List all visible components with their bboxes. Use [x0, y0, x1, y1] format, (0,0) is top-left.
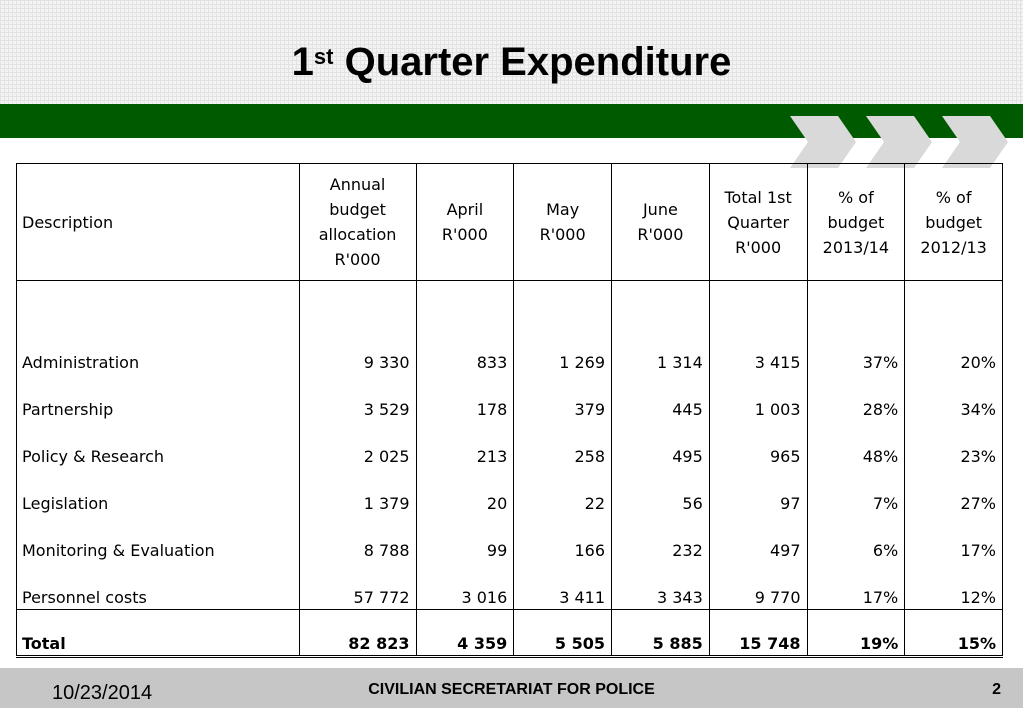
- row-value: 3 415: [709, 327, 807, 374]
- row-value: 56: [612, 468, 710, 515]
- header-pct_1314: [807, 164, 905, 281]
- header-line: June: [642, 200, 678, 219]
- header-line: April: [446, 200, 484, 219]
- row-value: 82 823: [299, 610, 416, 657]
- header-line: R'000: [637, 225, 684, 244]
- row-value: 497: [709, 515, 807, 562]
- table-row: [17, 515, 1003, 562]
- row-value: 17%: [807, 562, 905, 610]
- chevron-icon-3: [942, 116, 1008, 168]
- row-value: 8 788: [299, 515, 416, 562]
- slide-title: [0, 40, 1023, 85]
- row-value: 166: [514, 515, 612, 562]
- page-number: 2: [992, 681, 1001, 698]
- expenditure-table: [16, 163, 1003, 658]
- header-may: [514, 164, 612, 281]
- title-ordinal-suffix: st: [313, 44, 334, 69]
- row-value: 22: [514, 468, 612, 515]
- row-value: 27%: [905, 468, 1003, 515]
- header-line: allocation: [318, 225, 397, 244]
- table-row: [17, 327, 1003, 374]
- row-value: 57 772: [299, 562, 416, 610]
- row-value: 12%: [905, 562, 1003, 610]
- header-june: [612, 164, 710, 281]
- row-value: 9 330: [299, 327, 416, 374]
- row-value: 97: [709, 468, 807, 515]
- chevron-icon-2: [866, 116, 932, 168]
- header-line: Description: [22, 212, 114, 232]
- table-row: [17, 562, 1003, 610]
- table-row: [17, 421, 1003, 468]
- table-row: [17, 374, 1003, 421]
- header-line: R'000: [334, 250, 381, 269]
- total-row: [17, 610, 1003, 657]
- header-total_q1: [709, 164, 807, 281]
- header-line: % of: [935, 187, 972, 207]
- title-text: Quarter Expenditure: [344, 40, 732, 84]
- row-description: Partnership: [17, 374, 300, 421]
- row-description: Total: [17, 610, 300, 657]
- row-value: 1 269: [514, 327, 612, 374]
- row-value: 19%: [807, 610, 905, 657]
- chevron-icon-1: [790, 116, 856, 168]
- title-number: 1: [291, 40, 314, 84]
- table-row: [17, 468, 1003, 515]
- row-value: 3 529: [299, 374, 416, 421]
- row-value: 3 343: [612, 562, 710, 610]
- header-annual: [299, 164, 416, 281]
- row-value: 9 770: [709, 562, 807, 610]
- footer-date: 10/23/2014: [52, 682, 153, 704]
- row-value: 1 003: [709, 374, 807, 421]
- row-value: 15%: [905, 610, 1003, 657]
- row-value: 15 748: [709, 610, 807, 657]
- header-line: Total 1st: [724, 187, 792, 207]
- row-value: 379: [514, 374, 612, 421]
- row-value: 37%: [807, 327, 905, 374]
- header-line: Quarter: [727, 212, 790, 232]
- row-value: 28%: [807, 374, 905, 421]
- header-line: R'000: [539, 225, 586, 244]
- row-description: Policy & Research: [17, 421, 300, 468]
- row-value: 495: [612, 421, 710, 468]
- row-value: 4 359: [416, 610, 514, 657]
- header-line: 2013/14: [822, 237, 890, 257]
- row-value: 34%: [905, 374, 1003, 421]
- row-value: 99: [416, 515, 514, 562]
- row-value: 5 505: [514, 610, 612, 657]
- row-value: 17%: [905, 515, 1003, 562]
- header-pct_1213: [905, 164, 1003, 281]
- row-value: 6%: [807, 515, 905, 562]
- footer-organization: CIVILIAN SECRETARIAT FOR POLICE: [368, 681, 655, 698]
- row-value: 23%: [905, 421, 1003, 468]
- row-value: 178: [416, 374, 514, 421]
- row-value: 1 314: [612, 327, 710, 374]
- spacer-row: [17, 281, 1003, 328]
- header-line: % of: [838, 187, 874, 207]
- row-value: 48%: [807, 421, 905, 468]
- header-line: budget: [925, 212, 982, 232]
- row-value: 20%: [905, 327, 1003, 374]
- row-value: 3 016: [416, 562, 514, 610]
- row-value: 20: [416, 468, 514, 515]
- row-value: 445: [612, 374, 710, 421]
- table-header-row: [17, 164, 1003, 281]
- header-line: Annual: [329, 175, 386, 194]
- header-april: [416, 164, 514, 281]
- header-line: 2012/13: [920, 237, 987, 257]
- row-value: 258: [514, 421, 612, 468]
- slide-footer: [0, 668, 1023, 708]
- header-line: May: [546, 200, 580, 219]
- header-line: R'000: [735, 237, 782, 257]
- row-value: 5 885: [612, 610, 710, 657]
- chevron-arrows-icon: [790, 116, 1023, 168]
- row-value: 2 025: [299, 421, 416, 468]
- row-value: 7%: [807, 468, 905, 515]
- row-value: 232: [612, 515, 710, 562]
- header-line: budget: [329, 200, 386, 219]
- row-description: Personnel costs: [17, 562, 300, 610]
- row-value: 1 379: [299, 468, 416, 515]
- row-description: Legislation: [17, 468, 300, 515]
- header-line: budget: [827, 212, 885, 232]
- row-value: 965: [709, 421, 807, 468]
- row-description: Administration: [17, 327, 300, 374]
- row-description: Monitoring & Evaluation: [17, 515, 300, 562]
- row-value: 213: [416, 421, 514, 468]
- row-value: 833: [416, 327, 514, 374]
- header-description: [17, 164, 300, 281]
- row-value: 3 411: [514, 562, 612, 610]
- header-line: R'000: [441, 225, 488, 244]
